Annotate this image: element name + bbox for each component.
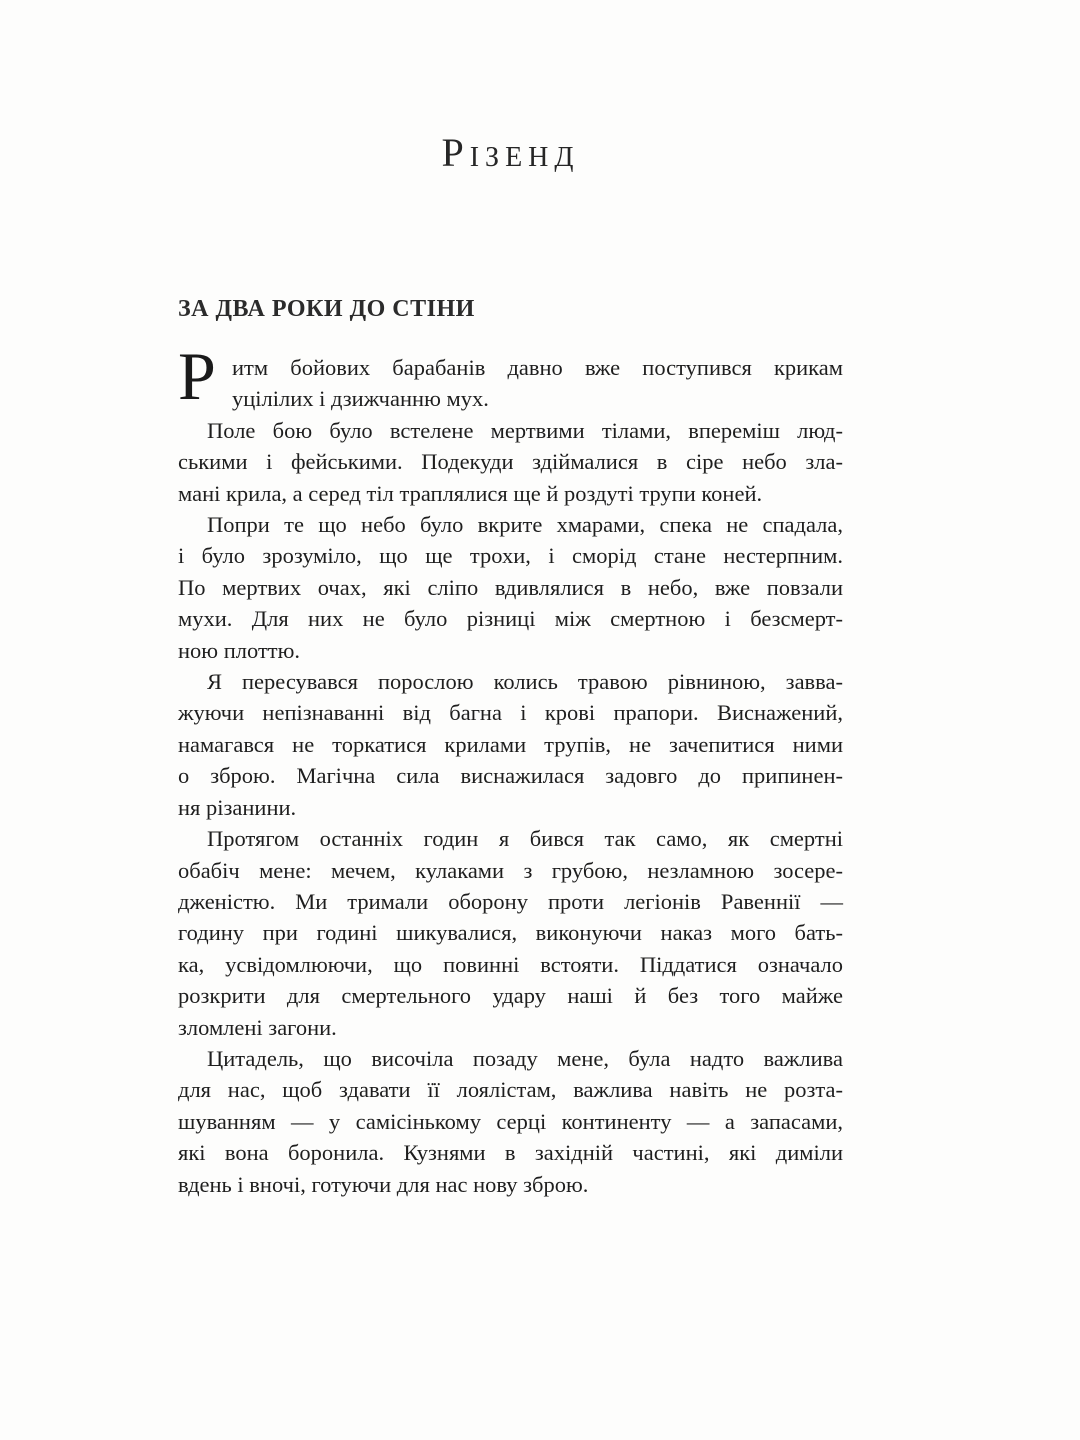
body-line: мані крила, а серед тіл траплялися ще й роздуті трупи коней. [178, 480, 763, 506]
body-line: дженістю. Ми тримали оборону проти легіонів Равеннії — [178, 888, 843, 914]
paragraph [178, 823, 843, 1043]
body-line: уцілілих і дзижчанню мух. [232, 386, 489, 412]
body-line: итм бойових барабанів давно вже поступився крикам [232, 355, 843, 380]
body-line: намагався не торкатися крилами трупів, не зачепитися ними [178, 731, 843, 757]
body-line: Протягом останніх годин я бився так само, як смертні [207, 826, 843, 852]
paragraph [178, 415, 843, 509]
drop-cap-letter: Р [178, 338, 216, 414]
body-line: о зброю. Магічна сила виснажилася задовго до припинен- [178, 763, 843, 789]
body-line: Я пересувався порослою колись травою рівниною, завва- [207, 669, 843, 695]
body-line: шуванням — у самісінькому серці континенту — а запасами, [178, 1108, 843, 1134]
body-line: ка, усвідомлюючи, що повинні встояти. Піддатися означало [178, 951, 843, 977]
body-line: По мертвих очах, які сліпо вдивлялися в небо, вже повзали [178, 574, 843, 600]
body-line: ськими і фейськими. Подекуди здіймалися в сіре небо зла- [178, 449, 843, 475]
paragraph [178, 338, 843, 415]
chapter-title: Різенд [441, 130, 580, 175]
body-line: для нас, щоб здавати її лоялістам, важлива навіть не розта- [178, 1077, 843, 1103]
body-line: Цитадель, що височіла позаду мене, була надто важлива [207, 1045, 843, 1071]
paragraph [178, 666, 843, 823]
body-line: розкрити для смертельного удару наші й без того майже [178, 983, 843, 1009]
paragraph [178, 1043, 843, 1200]
body-line: і було зрозуміло, що ще трохи, і сморід стане нестерпним. [178, 543, 843, 569]
body-line: жуючи непізнаванні від багна і крові прапори. Виснажений, [178, 700, 843, 726]
body-line: зломлені загони. [178, 1014, 337, 1040]
body-line: мухи. Для них не було різниці між смертною і безсмерт- [178, 606, 843, 632]
body-line: Попри те що небо було вкрите хмарами, спека не спадала, [207, 512, 843, 538]
body-line: вдень і вночі, готуючи для нас нову зброю. [178, 1171, 589, 1197]
body-line: Поле бою було встелене мертвими тілами, впереміш люд- [207, 417, 843, 443]
body-line: які вона боронила. Кузнями в західній частині, які диміли [178, 1140, 843, 1166]
paragraph [178, 509, 843, 666]
body-text [178, 338, 843, 1200]
body-line: ною плоттю. [178, 637, 301, 663]
body-line: годину при годині шикувалися, виконуючи наказ мого бать- [178, 920, 843, 946]
body-line: обабіч мене: мечем, кулаками з грубою, незламною зосере- [178, 857, 843, 883]
body-line: ня різанини. [178, 794, 297, 820]
section-heading: ЗА ДВА РОКИ ДО СТІНИ [178, 296, 475, 322]
